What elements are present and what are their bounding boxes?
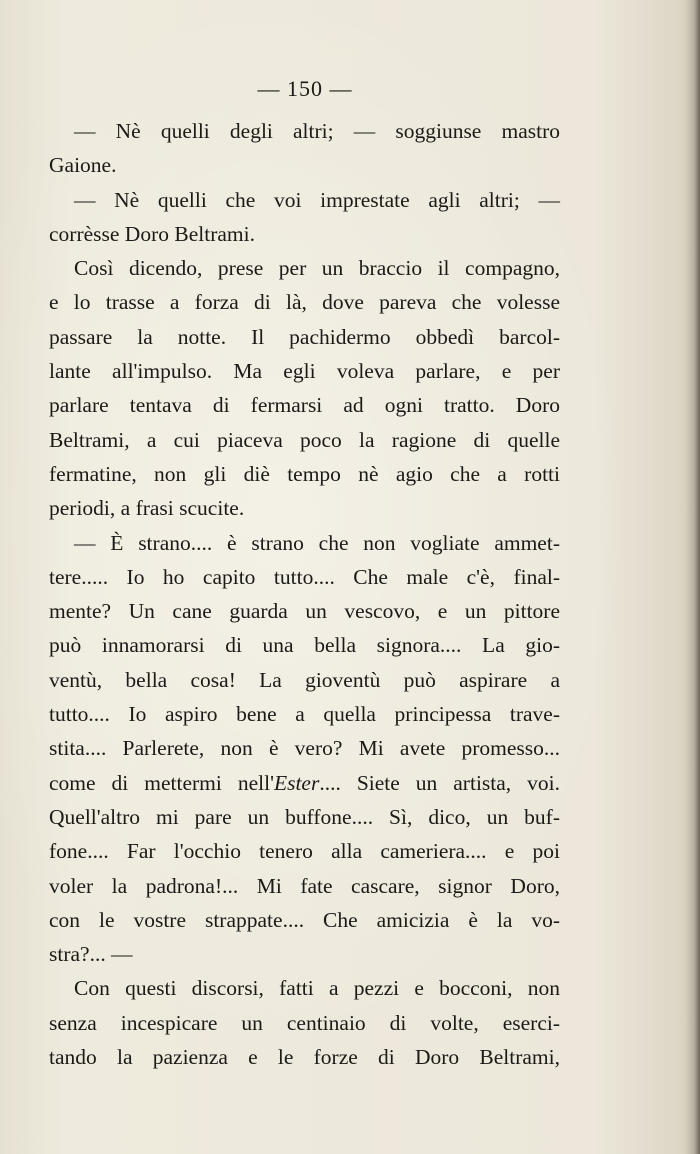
text-line: con le vostre strappate.... Che amicizia è la vo- (49, 907, 560, 932)
text-line: stra?... — (49, 942, 133, 967)
page-number: — 150 — (257, 76, 353, 101)
text-line: Così dicendo, prese per un braccio il compagno, (74, 256, 560, 281)
text-line: voler la padrona!... Mi fate cascare, signor Doro, (49, 873, 560, 898)
text-line: ventù, bella cosa! La gioventù può aspirare a (49, 667, 560, 692)
text-line: Gaione. (49, 153, 117, 178)
text-line (49, 766, 560, 800)
text-segment: .... Siete un artista, voi. (319, 770, 560, 795)
body-text (49, 114, 560, 1074)
text-line: — Nè quelli che voi imprestate agli altri; — (74, 187, 560, 212)
italic-title: Ester (273, 770, 320, 795)
text-line: parlare tentava di fermarsi ad ogni tratto. Doro (49, 393, 560, 418)
text-line: mente? Un cane guarda un vescovo, e un pittore (49, 599, 560, 624)
text-line: Con questi discorsi, fatti a pezzi e bocconi, non (74, 976, 560, 1001)
page-binding-shadow (686, 0, 700, 1154)
text-line: tando la pazienza e le forze di Doro Beltrami, (49, 1045, 560, 1070)
text-line: stita.... Parlerete, non è vero? Mi avete promesso... (49, 736, 560, 761)
text-line: tere..... Io ho capito tutto.... Che male c'è, final- (49, 564, 560, 589)
text-line: può innamorarsi di una bella signora.... La gio- (49, 633, 560, 658)
text-segment: come di mettermi nell' (49, 770, 274, 795)
text-line: — Nè quelli degli altri; — soggiunse mastro (74, 119, 560, 143)
text-line: periodi, a frasi scucite. (49, 496, 245, 521)
text-line: lante all'impulso. Ma egli voleva parlare, e per (49, 359, 560, 384)
text-line: e lo trasse a forza di là, dove pareva che volesse (49, 290, 560, 315)
text-line: — È strano.... è strano che non vogliate ammet- (74, 530, 560, 555)
text-line: tutto.... Io aspiro bene a quella principessa trave- (49, 702, 560, 727)
text-line: Beltrami, a cui piaceva poco la ragione di quelle (49, 427, 560, 452)
text-line: passare la notte. Il pachidermo obbedì barcol- (49, 324, 560, 349)
text-line: corrèsse Doro Beltrami. (49, 221, 255, 246)
text-line: fone.... Far l'occhio tenero alla cameriera.... e poi (49, 839, 560, 864)
text-line: fermatine, non gli diè tempo nè agio che a rotti (49, 461, 560, 486)
text-line: Quell'altro mi pare un buffone.... Sì, dico, un buf- (49, 804, 560, 829)
text-line: senza incespicare un centinaio di volte, eserci- (49, 1010, 560, 1035)
